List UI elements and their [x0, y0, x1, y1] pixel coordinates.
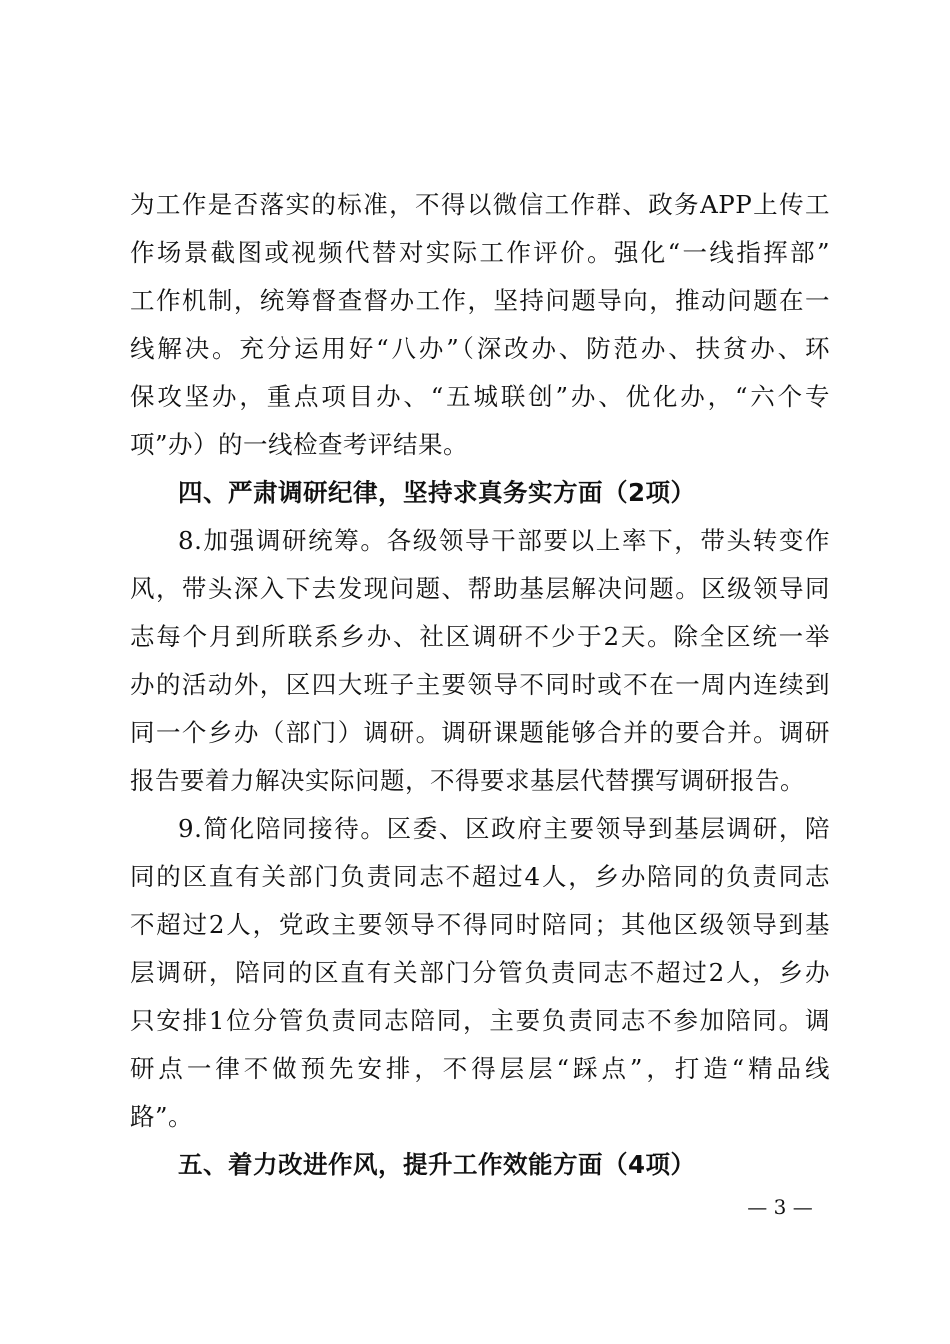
paragraph-line: 研点一律不做预先安排，不得层层“踩点”，打造“精品线	[130, 1054, 830, 1083]
paragraph-line: 同一个乡办（部门）调研。调研课题能够合并的要合并。调研	[130, 718, 830, 747]
paragraph-line: 9.简化陪同接待。区委、区政府主要领导到基层调研，陪	[178, 814, 830, 843]
page-number: — 3 —	[747, 1195, 813, 1219]
paragraph-line: 不超过2人，党政主要领导不得同时陪同；其他区级领导到基	[130, 910, 830, 939]
paragraph-line: 路”。	[130, 1102, 194, 1131]
paragraph-line: 办的活动外，区四大班子主要领导不同时或不在一周内连续到	[130, 670, 830, 699]
paragraph-line: 保攻坚办，重点项目办、“五城联创”办、优化办，“六个专	[130, 382, 830, 411]
paragraph-line: 工作机制，统筹督查督办工作，坚持问题导向，推动问题在一	[130, 286, 830, 315]
section-heading-4: 四、严肃调研纪律，坚持求真务实方面（2项）	[178, 478, 696, 507]
paragraph-line: 项”办）的一线检查考评结果。	[130, 430, 469, 459]
paragraph-line: 风，带头深入下去发现问题、帮助基层解决问题。区级领导同	[130, 574, 830, 603]
paragraph-line: 志每个月到所联系乡办、社区调研不少于2天。除全区统一举	[130, 622, 830, 651]
paragraph-line: 报告要着力解决实际问题，不得要求基层代替撰写调研报告。	[130, 766, 805, 795]
paragraph-line: 为工作是否落实的标准，不得以微信工作群、政务APP上传工	[130, 190, 830, 219]
paragraph-line: 8.加强调研统筹。各级领导干部要以上率下，带头转变作	[178, 526, 830, 555]
paragraph-line: 同的区直有关部门负责同志不超过4人，乡办陪同的负责同志	[130, 862, 830, 891]
paragraph-line: 线解决。充分运用好“八办”（深改办、防范办、扶贫办、环	[130, 334, 830, 363]
paragraph-line: 层调研，陪同的区直有关部门分管负责同志不超过2人，乡办	[130, 958, 830, 987]
paragraph-line: 作场景截图或视频代替对实际工作评价。强化“一线指挥部”	[130, 238, 830, 267]
section-heading-5: 五、着力改进作风，提升工作效能方面（4项）	[178, 1150, 696, 1179]
paragraph-line: 只安排1位分管负责同志陪同，主要负责同志不参加陪同。调	[130, 1006, 830, 1035]
